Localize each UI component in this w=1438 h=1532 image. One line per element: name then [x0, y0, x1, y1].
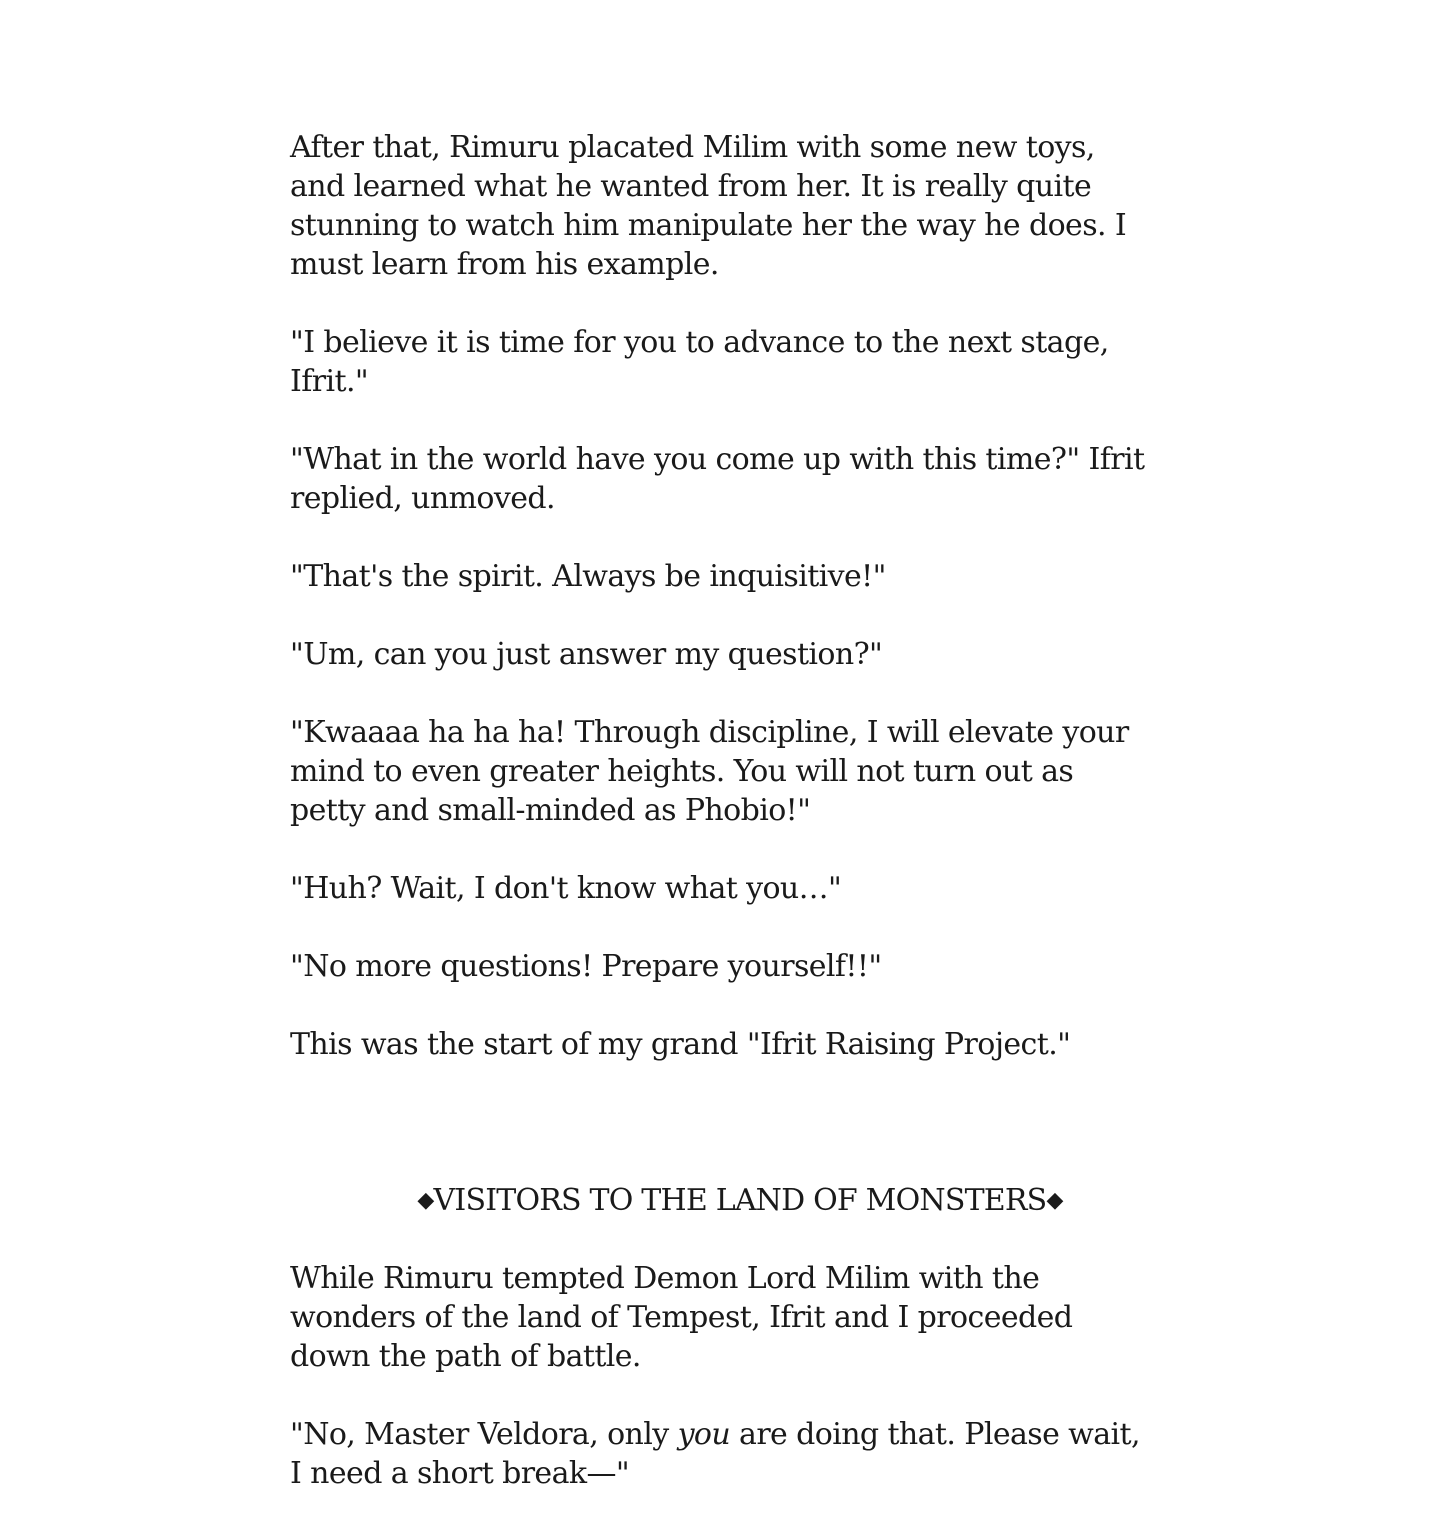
- paragraph-1: After that, Rimuru placated Milim with some new toys, and learned what he wanted from her. It is really quite stunning to watch him manipulate her the way he does. I must learn from his example.: [290, 130, 1127, 282]
- paragraph-11: [290, 1415, 1150, 1493]
- paragraph-2: "I believe it is time for you to advance to the next stage, Ifrit.": [290, 325, 1109, 399]
- paragraph-11-emphasis: you: [677, 1417, 731, 1452]
- paragraph-3: "What in the world have you come up with this time?" Ifrit replied, unmoved.: [290, 442, 1145, 516]
- page-body: [290, 128, 1150, 1532]
- paragraph-8: "No more questions! Prepare yourself!!": [290, 949, 882, 984]
- paragraph-4: "That's the spirit. Always be inquisitive!": [290, 559, 886, 594]
- paragraph-10: While Rimuru tempted Demon Lord Milim with the wonders of the land of Tempest, Ifrit and I proceeded down the path of battle.: [290, 1261, 1073, 1374]
- paragraph-5: "Um, can you just answer my question?": [290, 637, 883, 672]
- paragraph-9: This was the start of my grand "Ifrit Raising Project.": [290, 1027, 1071, 1062]
- section-heading: [290, 1181, 1150, 1220]
- diamond-icon: ◆: [417, 1188, 434, 1213]
- section-title: VISITORS TO THE LAND OF MONSTERS: [433, 1183, 1047, 1218]
- paragraph-7: "Huh? Wait, I don't know what you…": [290, 871, 842, 906]
- paragraph-6: "Kwaaaa ha ha ha! Through discipline, I will elevate your mind to even greater heights. You will not turn out as petty and small-minded as Phobio!": [290, 715, 1129, 828]
- paragraph-11-end: are doing that. Please wait, I need a short break—": [290, 1417, 1140, 1491]
- paragraph-11-start: "No, Master Veldora, only: [290, 1417, 678, 1452]
- diamond-icon: ◆: [1046, 1188, 1063, 1213]
